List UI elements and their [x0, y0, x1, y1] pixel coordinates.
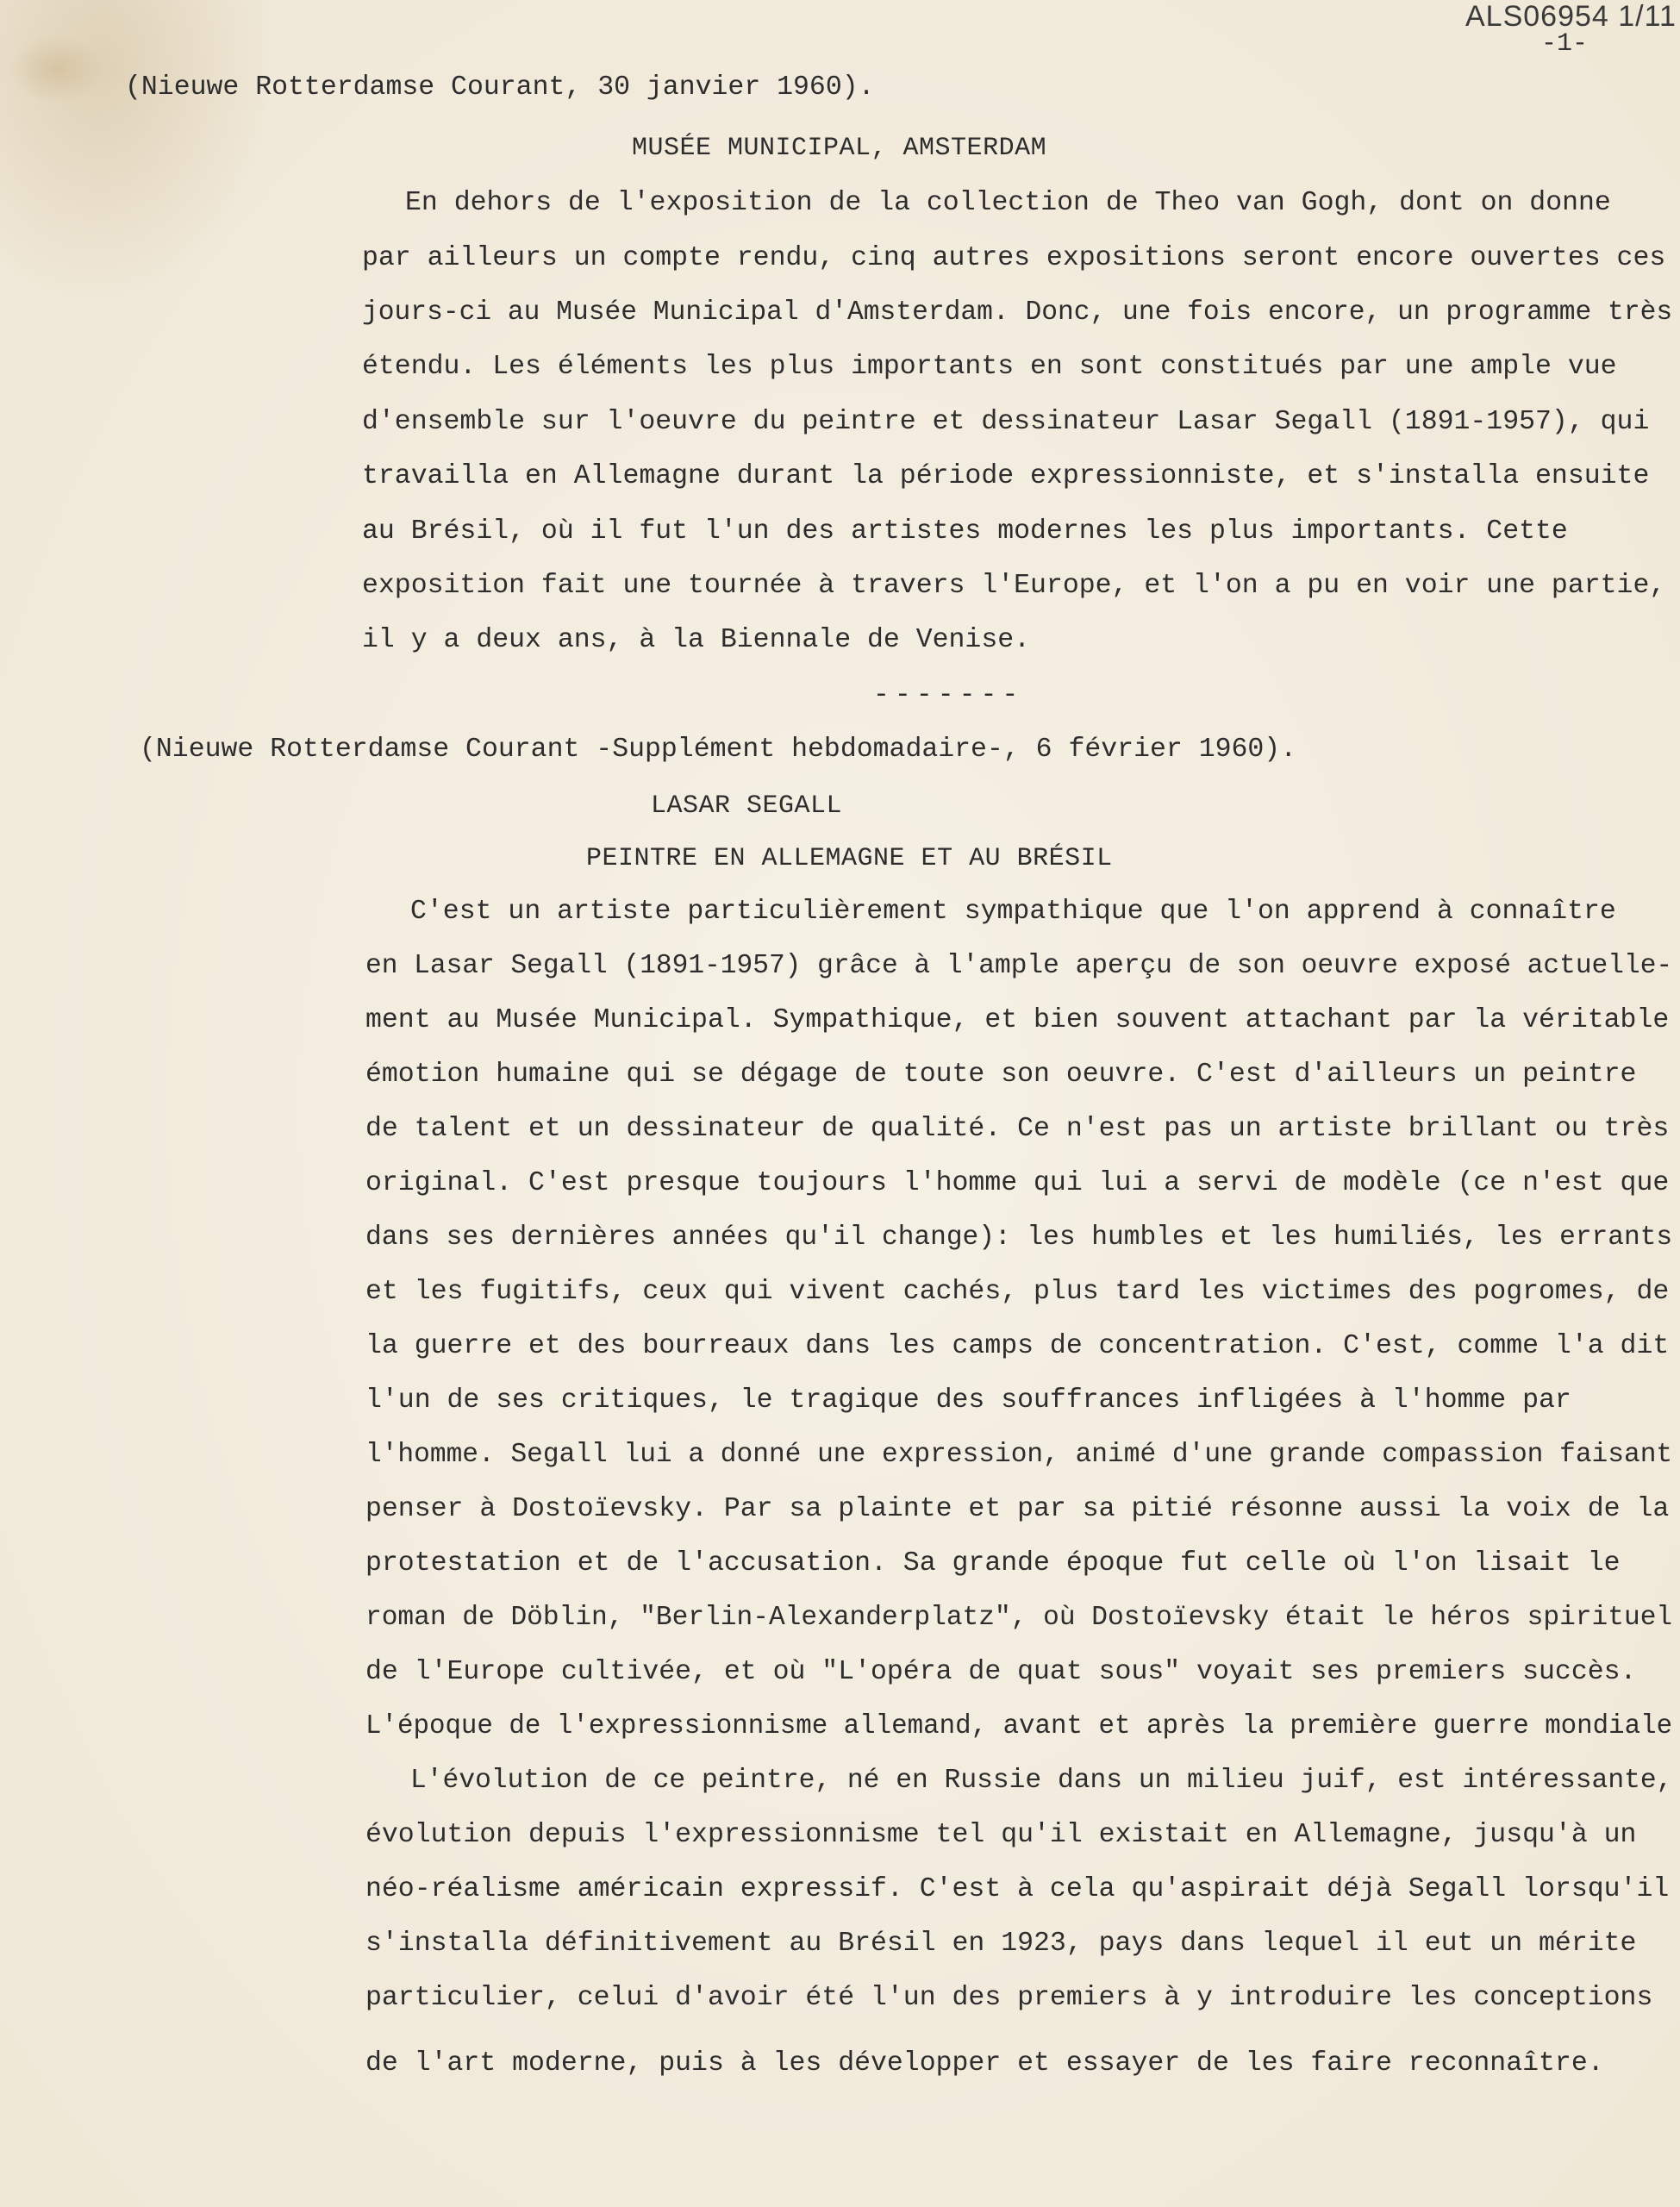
text-line: L'évolution de ce peintre, né en Russie dans un milieu juif, est intéressante,	[410, 1766, 1673, 1796]
text-line: particulier, celui d'avoir été l'un des premiers à y introduire les conceptions	[365, 1983, 1653, 2013]
text-line: néo-réalisme américain expressif. C'est à cela qu'aspirait déjà Segall lorsqu'il	[365, 1874, 1670, 1904]
section-divider: -------	[873, 680, 1024, 710]
text-line: au Brésil, où il fut l'un des artistes modernes les plus importants. Cette	[362, 516, 1568, 547]
text-line: la guerre et des bourreaux dans les camps de concentration. C'est, comme l'a dit	[365, 1331, 1670, 1361]
text-line: L'époque de l'expressionnisme allemand, avant et après la première guerre mondiale	[365, 1711, 1673, 1741]
page-number: -1-	[1541, 29, 1589, 59]
text-line: original. C'est presque toujours l'homme qui lui a servi de modèle (ce n'est que	[365, 1168, 1670, 1198]
text-line: l'un de ses critiques, le tragique des souffrances infligées à l'homme par	[365, 1385, 1571, 1416]
text-line: roman de Döblin, "Berlin-Alexanderplatz", où Dostoïevsky était le héros spirituel	[365, 1603, 1673, 1633]
text-line: évolution depuis l'expressionnisme tel qu'il existait en Allemagne, jusqu'à un	[365, 1820, 1637, 1850]
text-line: étendu. Les éléments les plus importants en sont constitués par une ample vue	[362, 352, 1617, 382]
text-line: de l'art moderne, puis à les développer et essayer de les faire reconnaître.	[365, 2048, 1604, 2079]
text-line: de talent et un dessinateur de qualité. Ce n'est pas un artiste brillant ou très	[365, 1114, 1670, 1144]
text-line: penser à Dostoïevsky. Par sa plainte et par sa pitié résonne aussi la voix de la	[365, 1494, 1670, 1524]
text-line: émotion humaine qui se dégage de toute son oeuvre. C'est d'ailleurs un peintre	[365, 1060, 1637, 1090]
article-heading-2: LASAR SEGALL	[651, 791, 843, 821]
text-line: ment au Musée Municipal. Sympathique, et bien souvent attachant par la véritable	[365, 1005, 1670, 1035]
text-line: de l'Europe cultivée, et où "L'opéra de quat sous" voyait ses premiers succès.	[365, 1657, 1637, 1687]
text-line: et les fugitifs, ceux qui vivent cachés, plus tard les victimes des pogromes, de	[365, 1277, 1670, 1307]
text-line: C'est un artiste particulièrement sympathique que l'on apprend à connaître	[410, 897, 1616, 927]
text-line: s'installa définitivement au Brésil en 1923, pays dans lequel il eut un mérite	[365, 1929, 1637, 1959]
text-line: d'ensemble sur l'oeuvre du peintre et dessinateur Lasar Segall (1891-1957), qui	[362, 407, 1650, 437]
text-line: En dehors de l'exposition de la collection de Theo van Gogh, dont on donne	[405, 188, 1611, 218]
text-line: il y a deux ans, à la Biennale de Venise.	[362, 625, 1031, 655]
text-line: jours-ci au Musée Municipal d'Amsterdam. Donc, une fois encore, un programme très	[362, 297, 1673, 328]
archive-reference: ALS06954 1/11	[1465, 0, 1677, 33]
source-citation-1: (Nieuwe Rotterdamse Courant, 30 janvier 1960).	[125, 72, 875, 103]
text-line: dans ses dernières années qu'il change): les humbles et les humiliés, les errants	[365, 1222, 1673, 1253]
article-heading-1: MUSÉE MUNICIPAL, AMSTERDAM	[632, 134, 1047, 163]
source-citation-2: (Nieuwe Rotterdamse Courant -Supplément hebdomadaire-, 6 février 1960).	[140, 735, 1297, 765]
article-subheading-2: PEINTRE EN ALLEMAGNE ET AU BRÉSIL	[586, 844, 1113, 873]
text-line: exposition fait une tournée à travers l'Europe, et l'on a pu en voir une partie,	[362, 571, 1666, 601]
text-line: en Lasar Segall (1891-1957) grâce à l'ample aperçu de son oeuvre exposé actuelle-	[365, 951, 1673, 981]
paper-stain	[9, 34, 103, 103]
text-line: protestation et de l'accusation. Sa grande époque fut celle où l'on lisait le	[365, 1548, 1621, 1579]
text-line: travailla en Allemagne durant la période expressionniste, et s'installa ensuite	[362, 461, 1650, 491]
text-line: l'homme. Segall lui a donné une expression, animé d'une grande compassion faisant	[365, 1440, 1673, 1470]
text-line: par ailleurs un compte rendu, cinq autres expositions seront encore ouvertes ces	[362, 243, 1666, 273]
